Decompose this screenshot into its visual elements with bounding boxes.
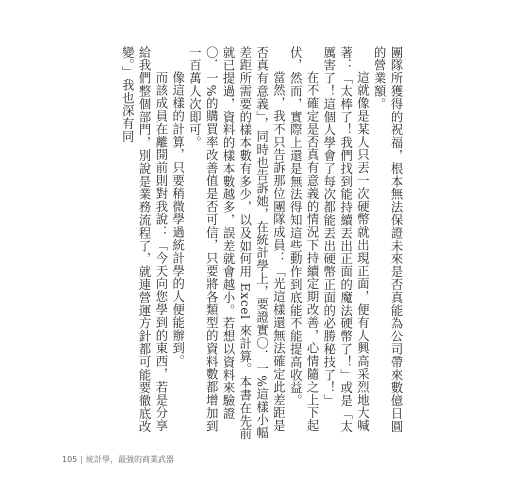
page-footer [62, 454, 174, 465]
paragraph: 在不確定是否真有意義的情況下持續定期改善，心情隨之上下起伏，然而，實際上還是無法得知這些動作到底能不能提高收益。 [288, 46, 320, 432]
paragraph: 當然，我不只告訴那位團隊成員：「光這樣還無法確定此差距是否真有意義」，同時也告訴她，在統計學上，要證實〇．一%這樣小幅差距所需要的樣本數有多少，以及如何用 Excel 來計算。本書在先前就已提過，資料的樣本數越多，誤差就會越小。若想以資料來驗證〇．一%的購買率改善值是否可信，只要將各類型的資料數都增加到一百萬人次即可。 [187, 46, 286, 441]
footer-separator: | [80, 455, 83, 464]
book-title: 統計學，最強的商業武器 [85, 455, 174, 464]
vertical-body-text [118, 46, 404, 444]
page-number: 105 [62, 455, 78, 464]
paragraph: 而該成員在離開前則對我說：「今天向您學到的東西，若是分享給我們整個部門，別說是業務流程了，就連營運方針都可能要徹底改變。」我也深有同 [120, 46, 168, 433]
paragraph: 團隊所獲得的祝福，根本無法保證未來是否真能為公司帶來數億日圓的營業額。 [372, 46, 403, 433]
paragraph: 像這樣的計算，只要稍微學過統計學的人便能辦到。 [170, 70, 185, 368]
paragraph: 這就像是某人只丟一次硬幣就出現正面，便有人興高采烈地大喊著：「太棒了！我們找到能持續丟出正面的魔法硬幣了！」或是「太厲害了！這個人學會了每次都能丟出硬幣正面的必勝秘技了！」 [321, 46, 370, 433]
